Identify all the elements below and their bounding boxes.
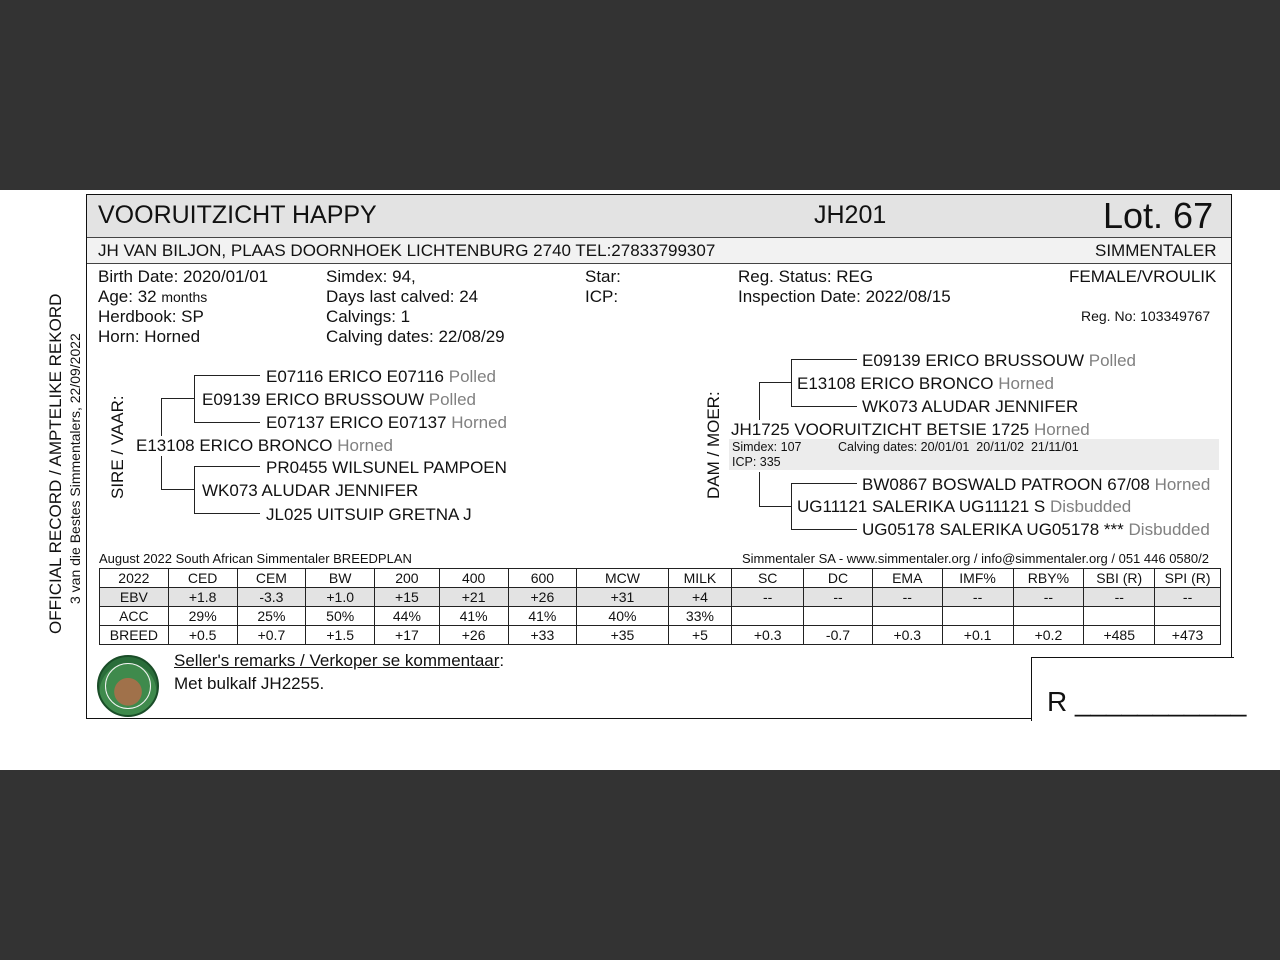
source-label: 3 van die Bestes Simmentalers, 22/09/2022 — [67, 333, 83, 604]
table-cell: BREED — [100, 626, 169, 645]
table-cell: +0.3 — [732, 626, 804, 645]
animal-id: JH201 — [814, 201, 887, 229]
table-cell: EBV — [100, 588, 169, 607]
table-cell — [804, 607, 873, 626]
dam-tree-line — [791, 406, 857, 407]
calvings: Calvings: 1 — [326, 307, 411, 326]
table-cell: BW — [306, 569, 375, 588]
table-cell: +35 — [577, 626, 668, 645]
dam: JH1725 VOORUITZICHT BETSIE 1725 Horned — [731, 420, 1090, 439]
table-cell: 41% — [508, 607, 577, 626]
dam-tree-line — [791, 483, 792, 529]
table-cell: +17 — [375, 626, 440, 645]
age: Age: 32 months — [98, 287, 208, 306]
table-cell: 29% — [168, 607, 237, 626]
table-row — [100, 588, 1221, 607]
table-cell — [1013, 607, 1084, 626]
table-cell — [1155, 607, 1221, 626]
sire-label: SIRE / VAAR: — [108, 395, 127, 499]
sire-sire: E09139 ERICO BRUSSOUW Polled — [202, 390, 477, 409]
dam-dam-dam: UG05178 SALERIKA UG05178 *** Disbudded — [862, 520, 1210, 539]
table-cell — [872, 607, 942, 626]
table-cell: 50% — [306, 607, 375, 626]
sire-sire-sire: E07116 ERICO E07116 Polled — [266, 367, 496, 386]
table-cell: -- — [732, 588, 804, 607]
table-cell: +26 — [508, 588, 577, 607]
sire: E13108 ERICO BRONCO Horned — [136, 436, 394, 455]
table-cell: CEM — [237, 569, 306, 588]
breeder-info: JH VAN BILJON, PLAAS DOORNHOEK LICHTENBURG 2740 TEL:27833799307 — [98, 241, 716, 260]
sire-sire-dam: E07137 ERICO E07137 Horned — [266, 413, 508, 432]
table-cell: +33 — [508, 626, 577, 645]
table-cell: DC — [804, 569, 873, 588]
dam-tree-line — [791, 529, 857, 530]
price-field[interactable]: R ___________ — [1047, 686, 1247, 717]
sire-tree-line — [194, 466, 260, 467]
reg-number: Reg. No: 103349767 — [1081, 308, 1211, 324]
star: Star: — [585, 267, 621, 286]
table-cell: +15 — [375, 588, 440, 607]
inspection-date: Inspection Date: 2022/08/15 — [738, 287, 951, 306]
table-cell: +0.2 — [1013, 626, 1084, 645]
table-cell — [942, 607, 1013, 626]
sire-tree-line — [194, 375, 195, 423]
table-cell: EMA — [872, 569, 942, 588]
birth-date: Birth Date: 2020/01/01 — [98, 267, 269, 286]
table-cell: 600 — [508, 569, 577, 588]
table-row — [100, 626, 1221, 645]
logo-ring — [105, 663, 151, 709]
dam-tree-line — [791, 359, 857, 360]
breed-name: SIMMENTALER — [1095, 241, 1217, 260]
table-cell — [732, 607, 804, 626]
table-cell: CED — [168, 569, 237, 588]
ebv-table — [99, 568, 1221, 645]
table-cell: +31 — [577, 588, 668, 607]
table-cell: +485 — [1084, 626, 1155, 645]
table-cell: +5 — [668, 626, 732, 645]
dam-icp: ICP: 335 — [732, 455, 781, 469]
table-cell: 400 — [439, 569, 508, 588]
table-cell: -0.7 — [804, 626, 873, 645]
dam-tree-line — [791, 483, 857, 484]
table-cell: -- — [1013, 588, 1084, 607]
dam-label: DAM / MOER: — [704, 391, 723, 499]
society-contact: Simmentaler SA - www.simmentaler.org / info@simmentaler.org / 051 446 0580/2 — [742, 551, 1209, 566]
table-cell: ACC — [100, 607, 169, 626]
dam-sire-dam: WK073 ALUDAR JENNIFER — [862, 397, 1079, 416]
table-header-row — [100, 569, 1221, 588]
table-cell: +21 — [439, 588, 508, 607]
table-cell: -3.3 — [237, 588, 306, 607]
sire-dam: WK073 ALUDAR JENNIFER — [202, 481, 419, 500]
sire-tree-line — [194, 466, 195, 513]
seller-remarks-heading: Seller's remarks / Verkoper se kommentaar: — [174, 651, 505, 670]
dam-sire-sire: E09139 ERICO BRUSSOUW Polled — [862, 351, 1137, 370]
table-cell: SC — [732, 569, 804, 588]
table-cell — [1084, 607, 1155, 626]
table-cell: -- — [1084, 588, 1155, 607]
dam-simdex: Simdex: 107 — [732, 440, 802, 454]
dam-calving-dates: Calving dates: 20/01/01 20/11/02 21/11/01 — [838, 440, 1079, 454]
table-cell: +0.5 — [168, 626, 237, 645]
table-cell: 2022 — [100, 569, 169, 588]
table-cell: +0.3 — [872, 626, 942, 645]
table-cell: 33% — [668, 607, 732, 626]
table-cell: -- — [942, 588, 1013, 607]
seller-remarks-text: Met bulkalf JH2255. — [174, 674, 325, 693]
table-cell: +1.5 — [306, 626, 375, 645]
simdex: Simdex: 94, — [326, 267, 416, 286]
table-cell: +1.8 — [168, 588, 237, 607]
sire-dam-dam: JL025 UITSUIP GRETNA J — [266, 505, 472, 524]
horn-status: Horn: Horned — [98, 327, 201, 346]
sire-tree-line — [161, 398, 194, 399]
table-cell: MILK — [668, 569, 732, 588]
breedplan-source: August 2022 South African Simmentaler BREEDPLAN — [99, 551, 412, 566]
table-row — [100, 607, 1221, 626]
table-cell: SPI (R) — [1155, 569, 1221, 588]
sire-tree-line — [194, 513, 260, 514]
dam-dam: UG11121 SALERIKA UG11121 S Disbudded — [797, 497, 1132, 516]
reg-status: Reg. Status: REG — [738, 267, 874, 286]
days-last-calved: Days last calved: 24 — [326, 287, 479, 306]
table-cell: MCW — [577, 569, 668, 588]
dam-tree-line — [759, 382, 791, 383]
table-cell: +26 — [439, 626, 508, 645]
table-cell: SBI (R) — [1084, 569, 1155, 588]
table-cell: IMF% — [942, 569, 1013, 588]
table-cell: 40% — [577, 607, 668, 626]
table-cell: RBY% — [1013, 569, 1084, 588]
dam-tree-line — [759, 382, 760, 420]
table-cell: +4 — [668, 588, 732, 607]
table-cell: -- — [804, 588, 873, 607]
sire-tree-line — [161, 489, 194, 490]
table-cell: -- — [872, 588, 942, 607]
dam-sire: E13108 ERICO BRONCO Horned — [797, 374, 1055, 393]
calving-dates: Calving dates: 22/08/29 — [326, 327, 505, 346]
official-record-label: OFFICIAL RECORD / AMPTELIKE REKORD — [46, 293, 65, 634]
table-cell: +0.7 — [237, 626, 306, 645]
dam-tree-line — [759, 506, 791, 507]
sex: FEMALE/VROULIK — [1069, 267, 1217, 286]
table-cell: -- — [1155, 588, 1221, 607]
herdbook: Herdbook: SP — [98, 307, 204, 326]
table-cell: 25% — [237, 607, 306, 626]
table-cell: +0.1 — [942, 626, 1013, 645]
sire-tree-line — [194, 422, 260, 423]
dam-dam-sire: BW0867 BOSWALD PATROON 67/08 Horned — [862, 475, 1211, 494]
table-cell: 41% — [439, 607, 508, 626]
table-cell: 200 — [375, 569, 440, 588]
lot-number: Lot. 67 — [1103, 195, 1214, 236]
animal-name: VOORUITZICHT HAPPY — [98, 201, 377, 229]
sire-tree-line — [194, 375, 260, 376]
table-cell: 44% — [375, 607, 440, 626]
simmentaler-logo — [97, 655, 159, 717]
dam-tree-line — [759, 472, 760, 506]
table-cell: +1.0 — [306, 588, 375, 607]
dam-tree-line — [791, 359, 792, 406]
icp: ICP: — [585, 287, 619, 306]
sire-dam-sire: PR0455 WILSUNEL PAMPOEN — [266, 458, 507, 477]
table-cell: +473 — [1155, 626, 1221, 645]
